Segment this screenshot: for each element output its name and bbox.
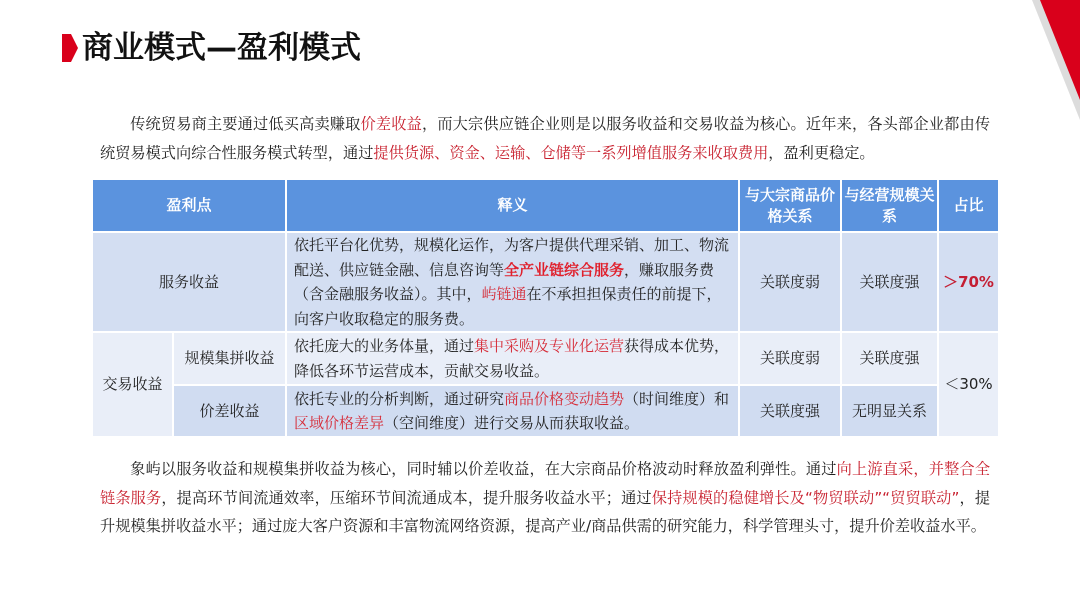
definition-text: 依托平台化优势，规模化运作，为客户提供代理采销、加工、物流配送、供应链金融、信息咨询等 <box>294 236 730 279</box>
commodity-price-relation-cell: 关联度强 <box>739 385 841 437</box>
definition-cell <box>286 232 739 332</box>
definition-text: （时间维度）和 <box>624 389 730 408</box>
conclusion-text: ，提高环节间流通效率，压缩环节间流通成本，提升服务收益水平；通过 <box>161 488 652 507</box>
subcategory-cell: 价差收益 <box>173 385 286 437</box>
profit-model-table <box>91 178 1000 438</box>
table-header-row <box>92 179 999 232</box>
definition-text: 依托专业的分析判断，通过研究 <box>294 389 505 408</box>
scale-relation-cell: 关联度强 <box>841 232 938 332</box>
intro-text: ，而大宗供应链企业则是以服务收益和交易收益为核心。近年来，各头部企业都由传统贸易模式向综合性服务模式转型，通过 <box>100 115 991 162</box>
header-share: 占比 <box>938 179 999 232</box>
scale-relation-cell: 关联度强 <box>841 332 938 385</box>
intro-paragraph <box>100 110 990 167</box>
red-chevron-icon <box>62 33 78 63</box>
page-title: 商业模式—盈利模式 <box>82 30 361 66</box>
definition-text: （空间维度）进行交易从而获取收益。 <box>384 414 640 432</box>
slide-title <box>62 26 361 70</box>
share-value: ＞70% <box>943 272 994 291</box>
table-row <box>92 332 999 385</box>
conclusion-highlight: 保持规模的稳健增长及“物贸联动”“贸贸联动” <box>651 488 960 507</box>
definition-cell <box>286 332 739 385</box>
intro-text: ，盈利更稳定。 <box>768 143 875 162</box>
header-commodity-price-relation: 与大宗商品价格关系 <box>739 179 841 232</box>
header-profit-point: 盈利点 <box>92 179 286 232</box>
share-cell <box>938 332 999 437</box>
share-value: ＜30% <box>944 375 993 394</box>
subcategory-cell: 规模集拼收益 <box>173 332 286 385</box>
intro-highlight: 提供货源、资金、运输、仓储等一系列增值服务来收取费用 <box>373 143 769 162</box>
definition-cell <box>286 385 739 437</box>
table-row <box>92 385 999 437</box>
definition-highlight: 区域价格差异 <box>294 414 385 432</box>
red-diagonal-corner <box>1010 0 1080 120</box>
definition-text: 依托庞大的业务体量，通过 <box>294 337 475 355</box>
definition-highlight: 商品价格变动趋势 <box>504 389 625 408</box>
commodity-price-relation-cell: 关联度弱 <box>739 332 841 385</box>
definition-text: 在不承担担保责任的前提下，向客户收取稳定的服务费。 <box>294 285 722 328</box>
definition-text: 获得成本优势，降低各环节运营成本，贡献交易收益。 <box>294 337 730 380</box>
header-definition: 释义 <box>286 179 739 232</box>
conclusion-text: ，提升规模集拼收益水平；通过庞大客户资源和丰富物流网络资源，提高产业/商品供需的研究能力，科学管理头寸，提升价差收益水平。 <box>100 488 991 535</box>
category-cell: 交易收益 <box>92 332 173 437</box>
conclusion-highlight: 向上游直采，并整合全链条服务 <box>100 460 991 507</box>
header-scale-relation: 与经营规模关系 <box>841 179 938 232</box>
corner-decoration-icon <box>1010 0 1080 120</box>
definition-highlight: 全产业链综合服务 <box>504 260 625 279</box>
scale-relation-cell: 无明显关系 <box>841 385 938 437</box>
intro-highlight: 价差收益 <box>360 115 422 133</box>
definition-highlight: 屿链通 <box>481 285 527 303</box>
definition-highlight: 集中采购及专业化运营 <box>474 337 625 355</box>
share-cell <box>938 232 999 332</box>
conclusion-paragraph <box>100 455 990 541</box>
conclusion-text: 象屿以服务收益和规模集拼收益为核心，同时辅以价差收益，在大宗商品价格波动时释放盈利弹性。通过 <box>130 460 837 478</box>
commodity-price-relation-cell: 关联度弱 <box>739 232 841 332</box>
definition-text: ，赚取服务费（含金融服务收益）。其中， <box>294 260 715 303</box>
category-cell: 服务收益 <box>92 232 286 332</box>
intro-text: 传统贸易商主要通过低买高卖赚取 <box>130 115 361 133</box>
table-row <box>92 232 999 332</box>
